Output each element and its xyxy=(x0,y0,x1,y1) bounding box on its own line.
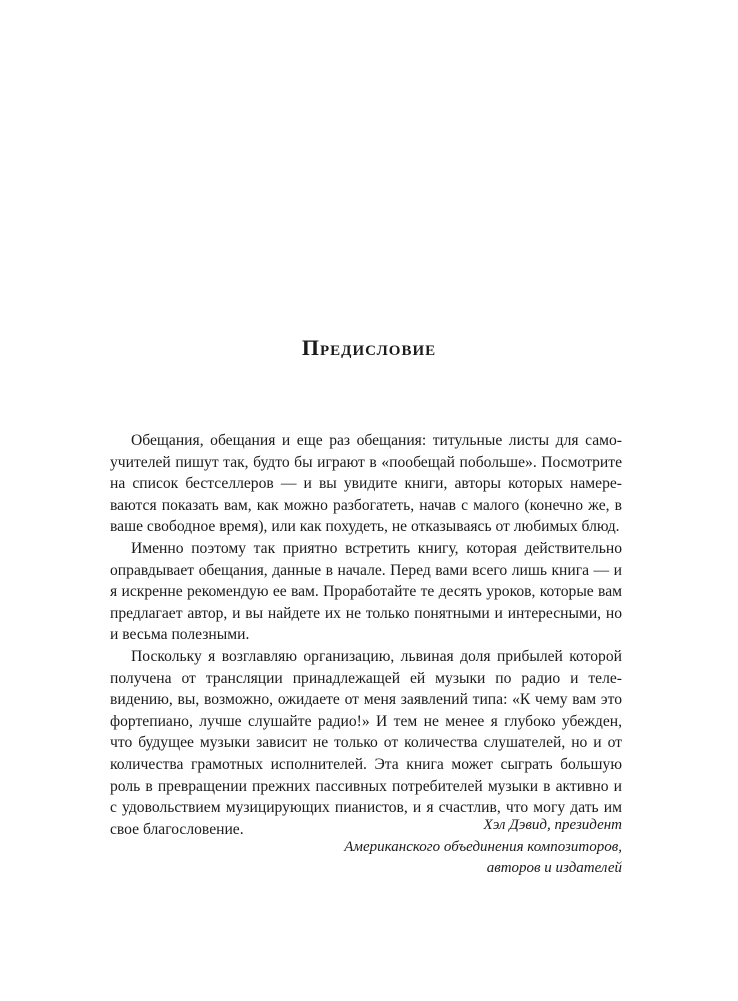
preface-body xyxy=(110,430,622,840)
paragraph-1: Обещания, обещания и еще раз обещания: титульные листы для самоучителей пишут так, будто бы играют в «пообещай побольше». Посмотрите на список бестселлеров — и вы увидите книги, авторы которых намереваются показать вам, как можно разбогатеть, начав с малого (конечно же, в ваше свободное время), или как похудеть, не отказываясь от любимых блюд. xyxy=(110,432,622,536)
signature-organization: Американского объединения композиторов, xyxy=(344,838,622,855)
paragraph-3: Поскольку я возглавляю организацию, львиная доля прибылей которой получена от трансляции принадлежащей ей музыки по радио и телевидению, вы, возможно, ожидаете от меня заявлений типа: «К чему вам это фортепиано, лучше слушайте радио!» И тем не менее я глубоко убежден, что будущее музыки зависит не только от количества слушателей, но и от количества грамотных исполнителей. Эта книга может сыграть большую роль в превращении прежних пассивных потребителей музыки в активно и с удовольствием музицирующих пианистов, и я счастлив, что могу дать им свое благословение. xyxy=(110,647,622,838)
paragraph-2: Именно поэтому так приятно встретить книгу, которая действительно оправдывает обещания, данные в начале. Перед вами всего лишь книга — и я искренне рекомендую ее вам. Проработайте те десять уроков, которые вам предлагает автор, и вы найдете их не только понятными и интересными, но и весьма полезными. xyxy=(110,539,622,644)
signature-name: Хэл Дэвид, президент xyxy=(483,817,622,833)
signature-organization-cont: авторов и издателей xyxy=(486,860,622,876)
signature-block xyxy=(344,815,622,880)
page-title: Предисловие xyxy=(301,335,437,360)
